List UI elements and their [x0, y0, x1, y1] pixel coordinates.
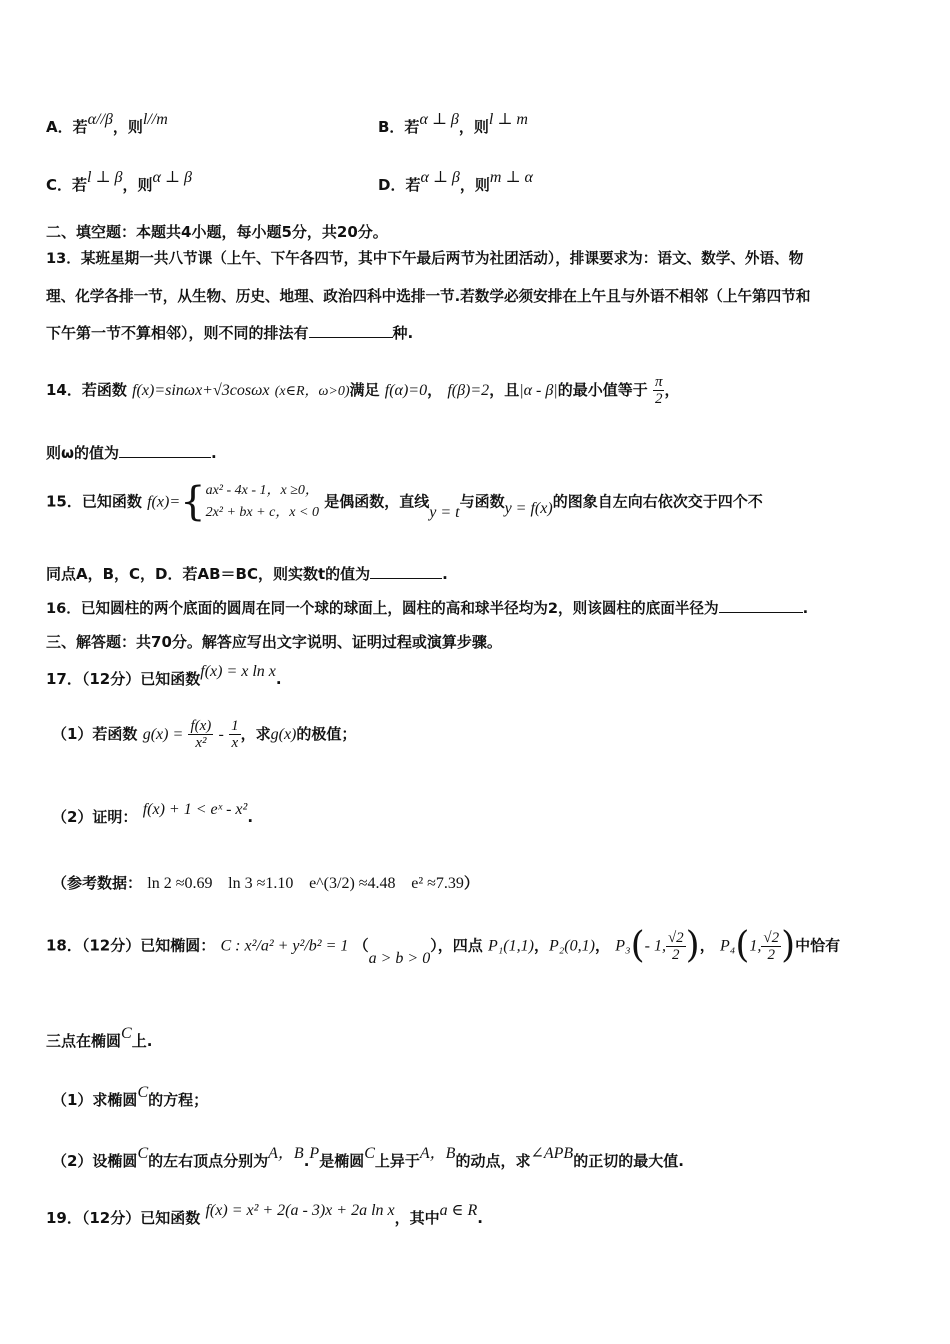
q15-line2: 同点A，B，C，D．若AB＝BC，则实数t的值为 .	[46, 565, 448, 583]
piecewise-brace: {	[180, 479, 206, 525]
option-c: C．若l ⊥ β，则α ⊥ β	[46, 169, 192, 194]
section-fill-in-heading: 二、填空题：本题共4小题，每小题5分，共20分。	[46, 223, 388, 241]
option-d: D．若α ⊥ β，则m ⊥ α	[378, 169, 533, 194]
q15-answer-blank[interactable]	[370, 564, 442, 579]
q15-line1: 15．已知函数 f(x)={ ax² - 4x - 1，x ≥0， 2x² + bx + c，x < 0 是偶函数，直线y = t与函数y = f(x)的图象自左向右依次交于四个不	[46, 479, 763, 525]
q17-stem: 17．（12分）已知函数f(x) = x ln x.	[46, 663, 282, 688]
q19-stem: 19．（12分）已知函数 f(x) = x² + 2(a - 3)x + 2a ln x，其中a ∈ R.	[46, 1202, 483, 1227]
q14-pi-over-2: $\frac{\pi}{2}$	[654, 374, 663, 407]
q13-line3: 下午第一节不算相邻），则不同的排法有 种.	[46, 324, 414, 342]
q17-part1: （1）若函数 g(x) = $\frac{f(x)}{\text{x²}}$ - $\frac{1}{x}$ ，求g(x)的极值；	[52, 718, 357, 751]
q16-answer-blank[interactable]	[719, 598, 803, 613]
q13-line1: 13．某班星期一共八节课（上午、下午各四节，其中下午最后两节为社团活动），排课要求为：语文、数学、外语、物	[46, 250, 804, 267]
q17-reference-data: （参考数据： ln 2 ≈0.69 ln 3 ≈1.10 e^(3/2) ≈4.48 e² ≈7.39）	[52, 874, 479, 892]
q14-answer-blank[interactable]	[119, 443, 211, 458]
q14-line1: 14．若函数 f(x)=sinωx+√3cosωx (x∈R，ω>0)满足 f(α)=0， f(β)=2，且|α - β|的最小值等于 $\frac{\pi}{2}$ ，	[46, 374, 680, 407]
q16-line: 16．已知圆柱的两个底面的圆周在同一个球的球面上，圆柱的高和球半径均为2，则该圆柱的底面半径为 .	[46, 600, 809, 617]
q18-stem: 18．（12分）已知椭圆： C : x²/a² + y²/b² = 1 （a > b > 0），四点 P₁(1,1)，P₂(0,1)， P₃(- 1, $\frac{√2}{2}$ )， P₄(1, $\frac{√2}{2}$ )中恰有	[46, 925, 841, 967]
piecewise-cases: ax² - 4x - 1，x ≥0， 2x² + bx + c，x < 0	[205, 483, 319, 520]
q17-part2: （2）证明： f(x) + 1 < eˣ - x².	[52, 801, 254, 826]
q13-answer-blank[interactable]	[309, 323, 393, 338]
q14-line2: 则ω的值为 .	[46, 444, 217, 462]
q18-part1: （1）求椭圆C的方程；	[52, 1084, 209, 1109]
option-a: A．若α//β，则l//m	[46, 111, 168, 136]
q18-part2: （2）设椭圆C的左右顶点分别为A，B.P是椭圆C上异于A，B的动点，求∠APB的正切的最大值.	[52, 1145, 684, 1170]
section-answer-heading: 三、解答题：共70分。解答应写出文字说明、证明过程或演算步骤。	[46, 633, 502, 651]
option-b: B．若α ⊥ β，则l ⊥ m	[378, 111, 528, 136]
q18-line2: 三点在椭圆C上.	[46, 1025, 153, 1050]
q13-line2: 理、化学各排一节，从生物、历史、地理、政治四科中选排一节.若数学必须安排在上午且与外语不相邻（上午第四节和	[46, 288, 811, 305]
